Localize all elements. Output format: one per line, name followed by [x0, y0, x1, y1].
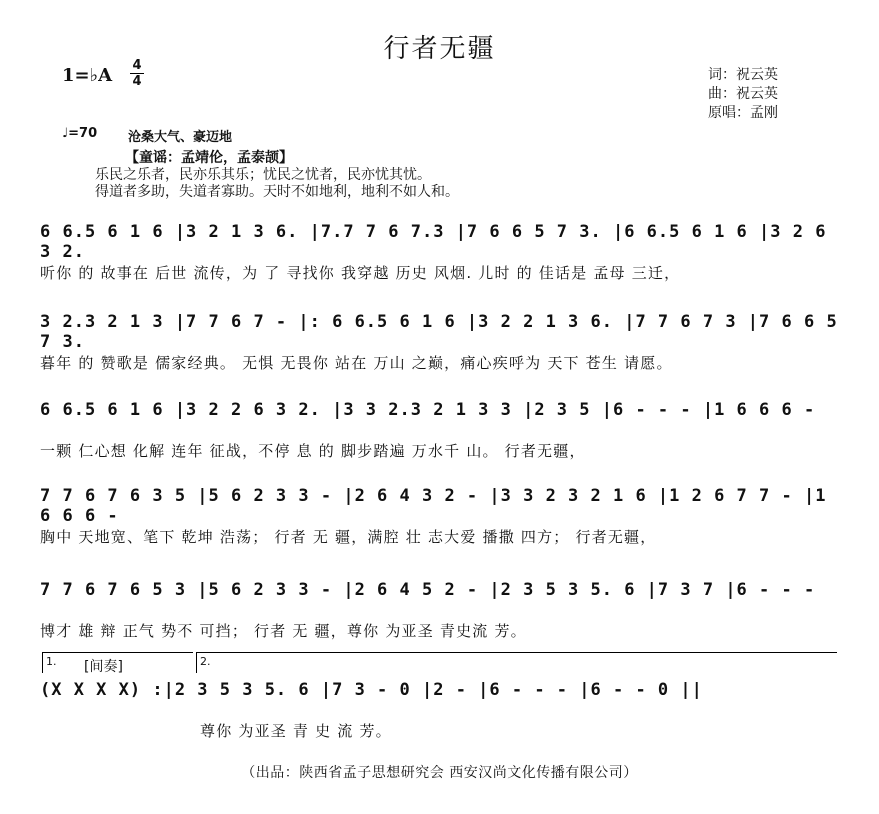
notation-line: 3 2.3 2 1 3 |7 7 6 7 - |: 6 6.5 6 1 6 |3 2 2 1 3 6. |7 7 6 7 3 |7 6 6 5 7 3. [40, 312, 838, 352]
nursery-rhyme-header: 【童谣：孟靖伦，孟泰颉】 [125, 150, 293, 166]
lyrics-line: 一颗 仁心想 化解 连年 征战，不停 息 的 脚步踏遍 万水千 山。 行者无疆， [40, 442, 586, 460]
meter-bottom: 4 [132, 74, 142, 89]
volta-1: 1. [46, 655, 57, 668]
notation-line: 7 7 6 7 6 5 3 |5 6 2 3 3 - |2 6 4 5 2 - |2 3 5 3 5. 6 |7 3 7 |6 - - - [40, 580, 816, 600]
expression-marking: 沧桑大气、豪迈地 [128, 130, 233, 145]
lyrics-line: 听你 的 故事在 后世 流传，为 了 寻找你 我穿越 历史 风烟. 儿时 的 佳话是 孟母 三迁， [40, 264, 681, 282]
second-ending-bracket [196, 652, 837, 673]
score-system-6 [40, 680, 840, 740]
song-title: 行者无疆 [383, 34, 496, 64]
score-system-5 [40, 580, 840, 640]
key-signature: 1=♭A [62, 65, 113, 86]
lyrics-line: 暮年 的 赞歌是 儒家经典。 无惧 无畏你 站在 万山 之巅，痛心疾呼为 天下 苍生 请愿。 [40, 354, 673, 372]
score-system-2 [40, 312, 840, 372]
nursery-rhyme [95, 150, 459, 201]
meter-top: 4 [132, 58, 142, 73]
composer: 曲：祝云英 [708, 86, 778, 102]
tempo-marking: ♩=70 [62, 126, 98, 141]
notation-line: 6 6.5 6 1 6 |3 2 1 3 6. |7.7 7 6 7.3 |7 6 6 5 7 3. |6 6.5 6 1 6 |3 2 6 3 2. [40, 222, 827, 262]
time-signature [130, 58, 144, 89]
producer-footer: （出品：陕西省孟子思想研究会 西安汉尚文化传播有限公司） [241, 765, 638, 781]
nursery-rhyme-line-2: 得道者多助，失道者寡助。天时不如地利，地利不如人和。 [95, 184, 459, 200]
notation-line: (X X X X) :|2 3 5 3 5. 6 |7 3 - 0 |2 - |6 - - - |6 - - 0 || [40, 680, 703, 700]
interlude-label: [间奏] [84, 659, 123, 675]
score-system-4 [40, 486, 840, 546]
credits [708, 66, 778, 123]
score-system-1 [40, 222, 840, 282]
nursery-rhyme-line-1: 乐民之乐者，民亦乐其乐；忧民之忧者，民亦忧其忧。 [95, 167, 431, 183]
lyrics-line: 博才 雄 辩 正气 势不 可挡； 行者 无 疆，尊你 为亚圣 青史流 芳。 [40, 622, 527, 640]
original-singer: 原唱：孟刚 [708, 105, 778, 121]
lyrics-line: 尊你 为亚圣 青 史 流 芳。 [200, 722, 392, 740]
score-system-3 [40, 400, 840, 460]
lyrics-line: 胸中 天地宽、笔下 乾坤 浩荡； 行者 无 疆，满腔 壮 志大爱 播撒 四方； 行者无疆， [40, 528, 657, 546]
volta-2: 2. [200, 655, 211, 668]
notation-line: 6 6.5 6 1 6 |3 2 2 6 3 2. |3 3 2.3 2 1 3 3 |2 3 5 |6 - - - |1 6 6 6 - [40, 400, 816, 420]
notation-line: 7 7 6 7 6 3 5 |5 6 2 3 3 - |2 6 4 3 2 - |3 3 2 3 2 1 6 |1 2 6 7 7 - |1 6 6 6 - [40, 486, 827, 526]
lyricist: 词：祝云英 [708, 67, 778, 83]
